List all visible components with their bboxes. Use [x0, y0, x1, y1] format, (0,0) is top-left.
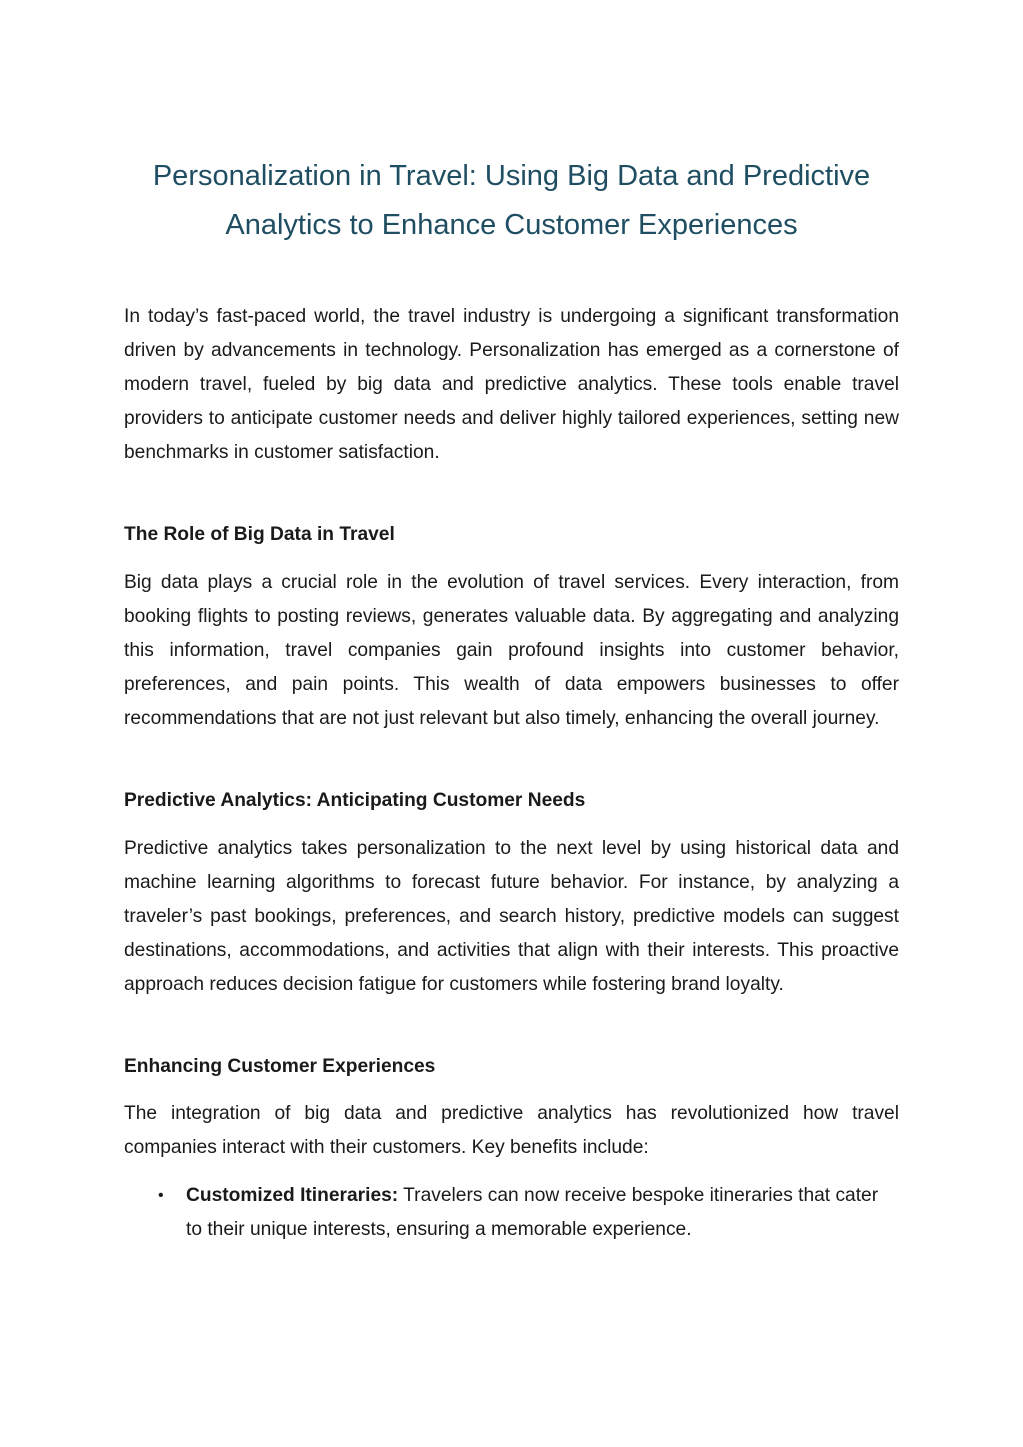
document-title: Personalization in Travel: Using Big Data and Predictive Analytics to Enhance Customer Experiences — [152, 160, 871, 241]
section-heading-predictive-analytics: Predictive Analytics: Anticipating Customer Needs — [124, 790, 586, 811]
section-body-big-data: Big data plays a crucial role in the evolution of travel services. Every interaction, from booking flights to posting reviews, generates valuable data. By aggregating and analyzing this information, travel companies gain profound insights into customer behavior, preferences, and pain points. This wealth of data empowers businesses to offer recommendations that are not just relevant but also timely, enhancing the overall journey. — [124, 572, 899, 729]
benefits-list — [124, 1179, 899, 1247]
intro-paragraph: In today’s fast-paced world, the travel industry is undergoing a significant transformation driven by advancements in technology. Personalization has emerged as a cornerstone of modern travel, fueled by big data and predictive analytics. These tools enable travel providers to anticipate customer needs and deliver highly tailored experiences, setting new benchmarks in customer satisfaction. — [124, 306, 899, 463]
section-body-customer-experiences: The integration of big data and predictive analytics has revolutionized how travel companies interact with their customers. Key benefits include: — [124, 1103, 899, 1158]
list-item — [124, 1179, 899, 1247]
bullet-text: Travelers can now receive bespoke itineraries that cater to their unique interests, ensuring a memorable experience. — [186, 1185, 879, 1240]
bullet-icon: • — [158, 1187, 164, 1204]
bullet-term: Customized Itineraries: — [186, 1185, 399, 1206]
section-body-predictive-analytics: Predictive analytics takes personalization to the next level by using historical data and machine learning algorithms to forecast future behavior. For instance, by analyzing a traveler’s past bookings, preferences, and search history, predictive models can suggest destinations, accommodations, and activities that align with their interests. This proactive approach reduces decision fatigue for customers while fostering brand loyalty. — [124, 838, 899, 995]
section-heading-customer-experiences: Enhancing Customer Experiences — [124, 1056, 436, 1077]
section-heading-big-data: The Role of Big Data in Travel — [124, 524, 395, 545]
